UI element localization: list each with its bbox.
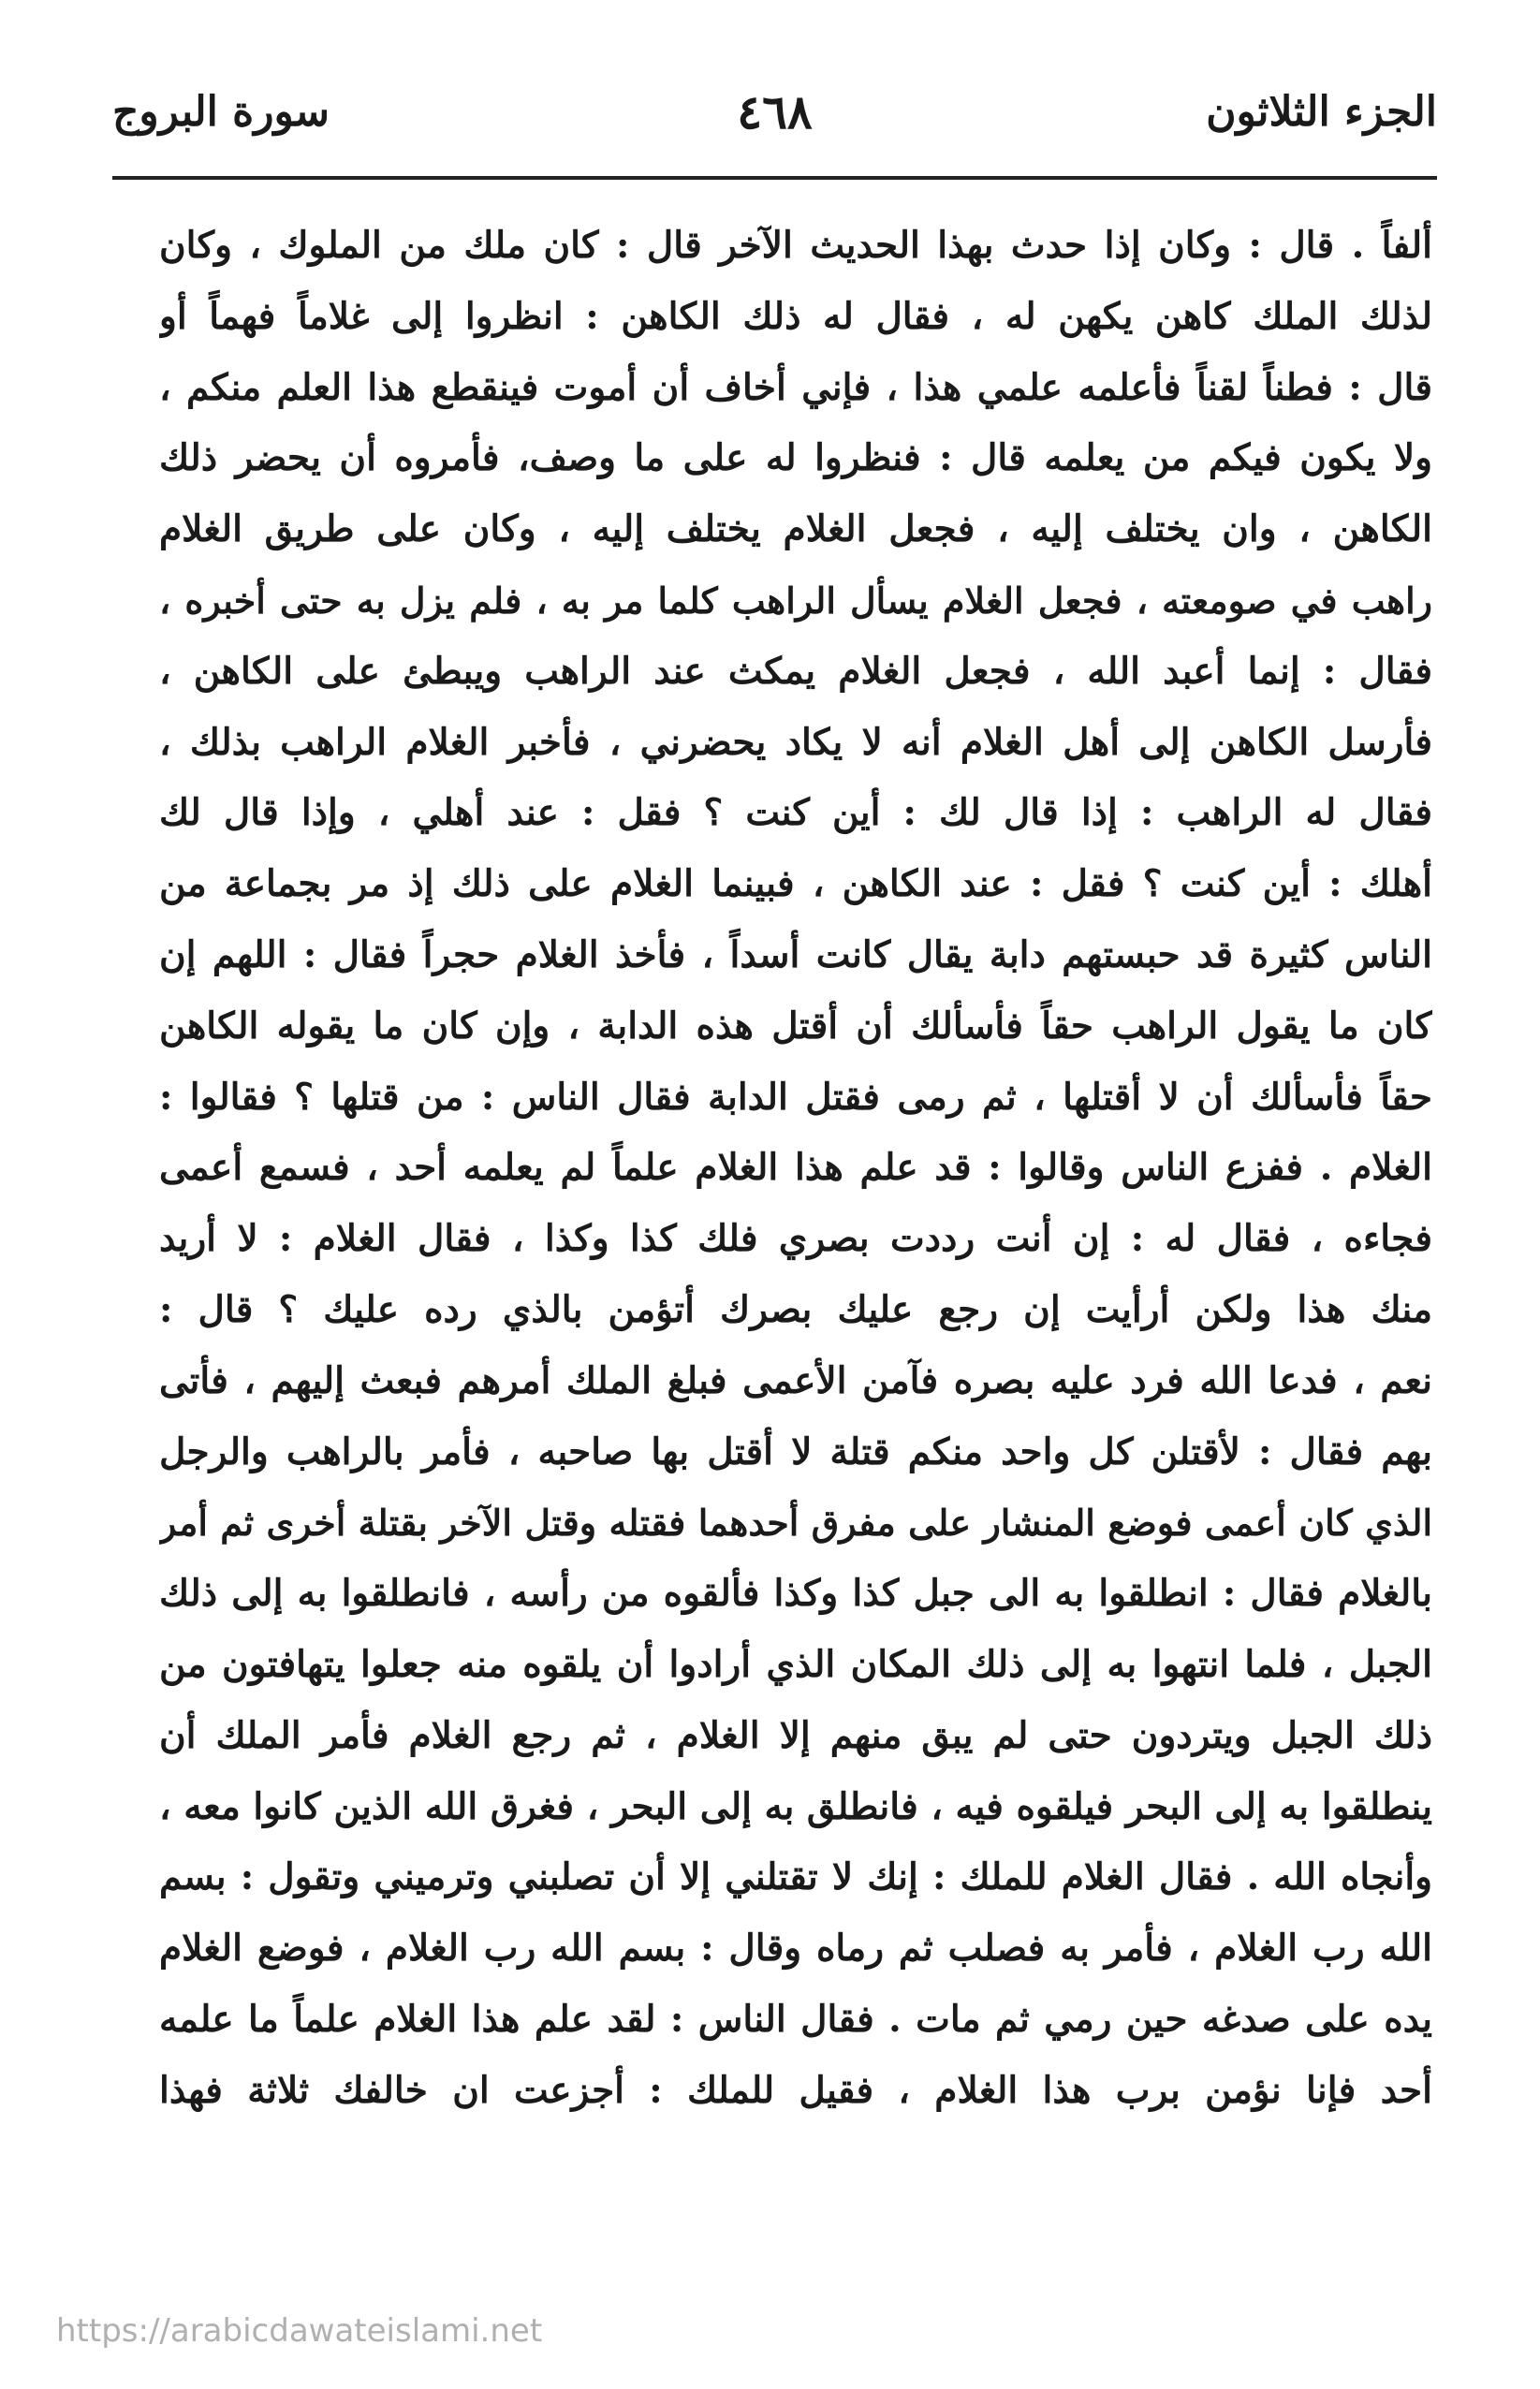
text-line: كان ما يقول الراهب حقاً فأسألك أن أقتل هذه الدابة ، وإن كان ما يقوله الكاهن (159, 1004, 1432, 1048)
watermark-url: https://arabicdawateislami.net (56, 2312, 543, 2350)
text-line: فأرسل الكاهن إلى أهل الغلام أنه لا يكاد يحضرني ، فأخبر الغلام الراهب بذلك ، (159, 720, 1432, 764)
text-line: ألفاً . قال : وكان إذا حدث بهذا الحديث الآخر قال : كان ملك من الملوك ، وكان (159, 224, 1432, 267)
text-line: الله رب الغلام ، فأمر به فصلب ثم رماه وقال : بسم الله رب الغلام ، فوضع الغلام (159, 1927, 1432, 1971)
surah-title: سورة البروج (112, 88, 330, 136)
text-line: منك هذا ولكن أرأيت إن رجع عليك بصرك أتؤمن بالذي رده عليك ؟ قال : (159, 1287, 1432, 1331)
text-line: أحد فإنا نؤمن برب هذا الغلام ، فقيل للملك : أجزعت ان خالفك ثلاثة فهذا (159, 2068, 1432, 2112)
text-line: ولا يكون فيكم من يعلمه قال : فنظروا له على ما وصف، فأمروه أن يحضر ذلك (159, 436, 1432, 480)
text-line: حقاً فأسألك أن لا أقتلها ، ثم رمى فقتل الدابة فقال الناس : من قتلها ؟ فقالوا : (159, 1075, 1432, 1119)
text-line: نعم ، فدعا الله فرد عليه بصره فآمن الأعمى فبلغ الملك أمرهم فبعث إليهم ، فأتى (159, 1358, 1432, 1402)
text-line: فقال له الراهب : إذا قال لك : أين كنت ؟ فقل : عند أهلي ، وإذا قال لك (159, 791, 1432, 835)
text-line: فجاءه ، فقال له : إن أنت رددت بصري فلك كذا وكذا ، فقال الغلام : لا أريد (159, 1217, 1432, 1261)
text-line: ذلك الجبل ويتردون حتى لم يبق منهم إلا الغلام ، ثم رجع الغلام فأمر الملك أن (159, 1713, 1432, 1757)
text-line: الذي كان أعمى فوضع المنشار على مفرق أحدهما فقتله وقتل الآخر بقتلة أخرى ثم أمر (159, 1502, 1432, 1545)
text-line: قال : فطناً لقناً فأعلمه علمي هذا ، فإني أخاف أن أموت فينقطع هذا العلم منكم ، (159, 365, 1432, 409)
text-line: بهم فقال : لأقتلن كل واحد منكم قتلة لا أقتل بها صاحبه ، فأمر بالراهب والرجل (159, 1429, 1432, 1473)
text-line: الجبل ، فلما انتهوا به إلى ذلك المكان الذي أرادوا أن يلقوه منه جعلوا يتهافتون من (159, 1642, 1432, 1686)
text-line: فقال : إنما أعبد الله ، فجعل الغلام يمكث عند الراهب ويبطئ على الكاهن ، (159, 649, 1432, 693)
text-line: وأنجاه الله . فقال الغلام للملك : إنك لا تقتلني إلا أن تصلبني وترميني وتقول : بسم (159, 1855, 1432, 1899)
page-header (112, 75, 1437, 169)
text-line: بالغلام فقال : انطلقوا به الى جبل كذا وكذا فألقوه من رأسه ، فانطلقوا به إلى ذلك (159, 1572, 1432, 1616)
text-line: الكاهن ، وان يختلف إليه ، فجعل الغلام يختلف إليه ، وكان على طريق الغلام (159, 507, 1432, 551)
text-line: ينطلقوا به إلى البحر فيلقوه فيه ، فانطلق به إلى البحر ، فغرق الله الذين كانوا معه ، (159, 1784, 1432, 1828)
text-line: أهلك : أين كنت ؟ فقل : عند الكاهن ، فبينما الغلام على ذلك إذ مر بجماعة من (159, 862, 1432, 906)
text-line: راهب في صومعته ، فجعل الغلام يسأل الراهب كلما مر به ، فلم يزل به حتى أخبره ، (159, 579, 1432, 622)
text-line: لذلك الملك كاهن يكهن له ، فقال له ذلك الكاهن : انظروا إلى غلاماً فهماً أو (159, 294, 1432, 338)
text-line: الناس كثيرة قد حبستهم دابة يقال كانت أسداً ، فأخذ الغلام حجراً فقال : اللهم إن (159, 932, 1432, 976)
page-number: ٤٦٨ (737, 84, 813, 139)
text-line: يده على صدغه حين رمي ثم مات . فقال الناس : لقد علم هذا الغلام علماً ما علمه (159, 1997, 1432, 2041)
part-title: الجزء الثلاثون (1206, 88, 1437, 136)
text-line: الغلام . ففزع الناس وقالوا : قد علم هذا الغلام علماً لم يعلمه أحد ، فسمع أعمى (159, 1146, 1432, 1190)
header-divider (112, 176, 1437, 180)
body-text (159, 211, 1432, 2127)
